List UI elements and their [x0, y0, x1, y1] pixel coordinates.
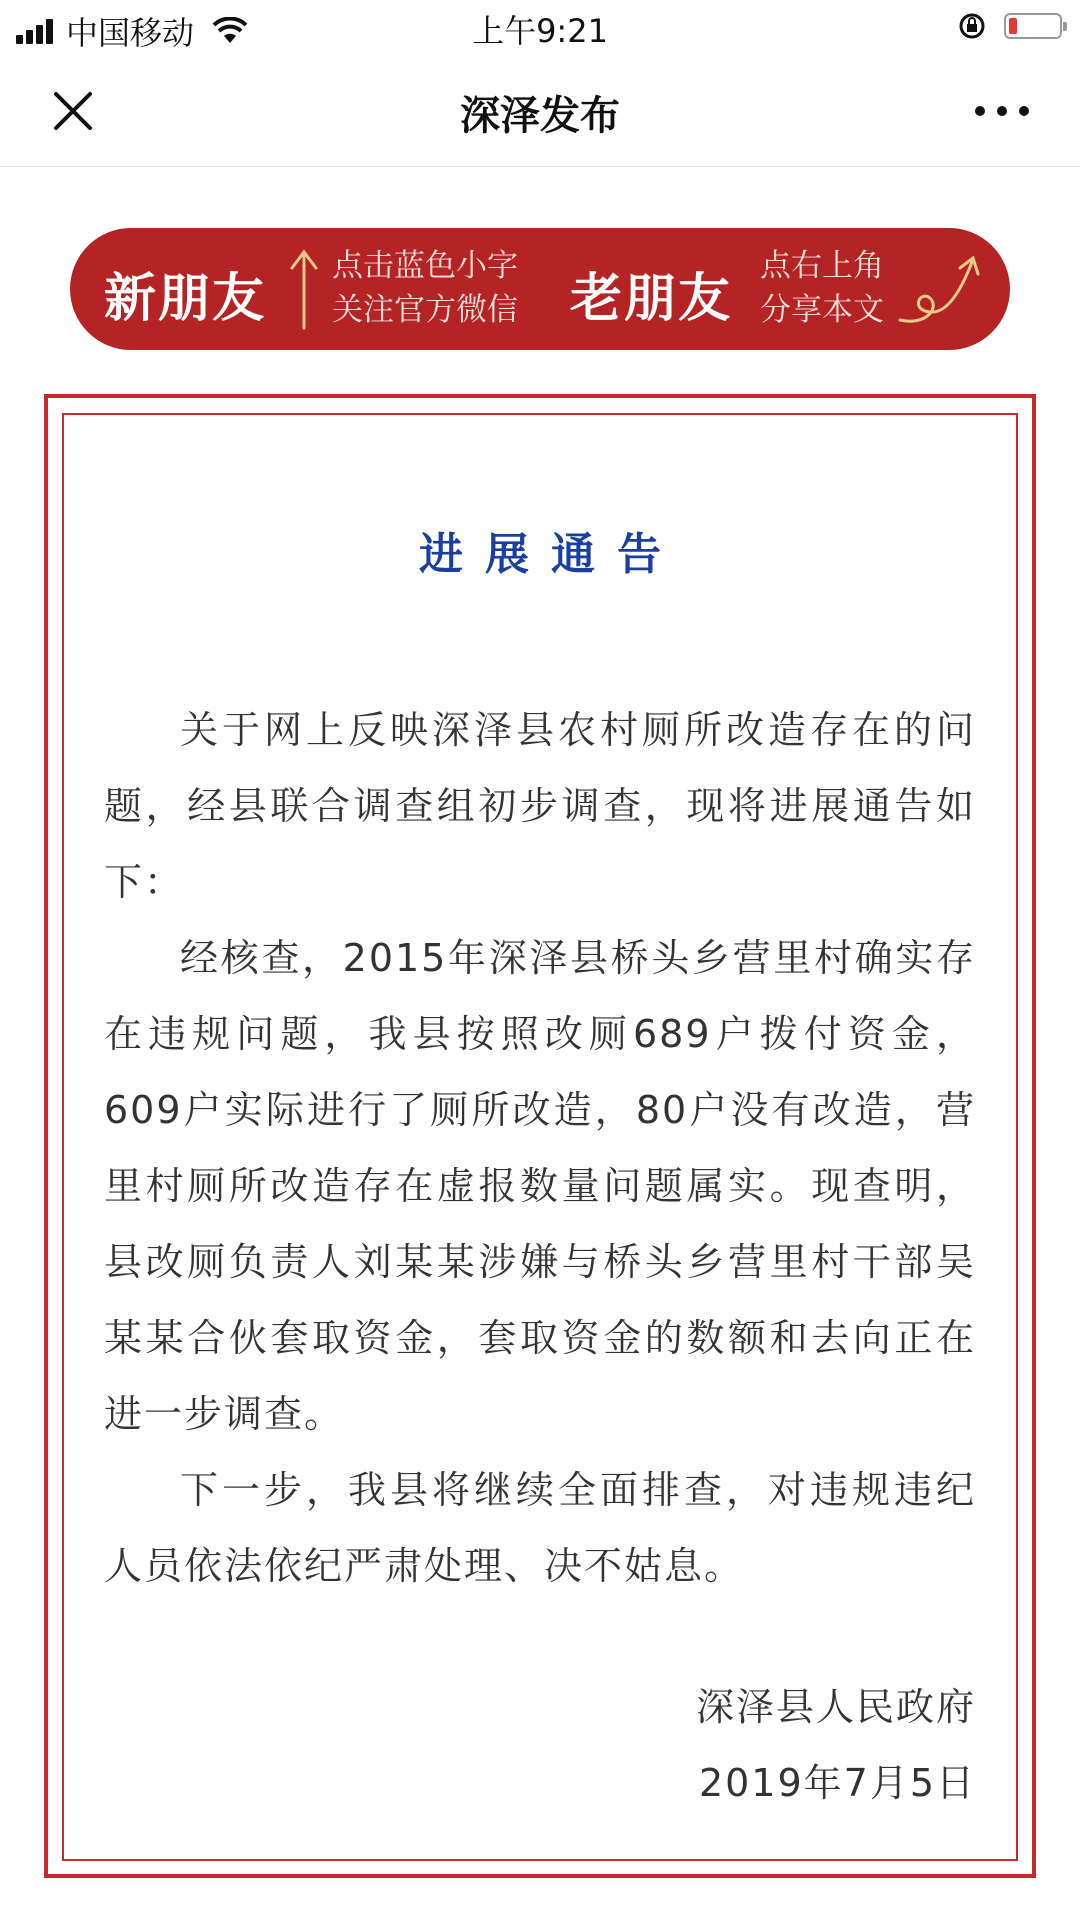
nav-bar [0, 56, 1080, 167]
arrow-up-icon [284, 246, 324, 332]
status-right [958, 12, 1062, 40]
status-time: 上午9:21 [472, 12, 608, 50]
battery-level [1009, 18, 1017, 34]
paragraph-1: 关于网上反映深泽县农村厕所改造存在的问题，经县联合调查组初步调查，现将进展通告如下： [104, 708, 976, 904]
sign-date: 2019年7月5日 [698, 1761, 976, 1805]
banner-old-line2: 分享本文 [760, 292, 884, 328]
banner-new-line2: 关注官方微信 [332, 292, 518, 328]
follow-banner[interactable] [70, 228, 1010, 350]
rotation-lock-icon [958, 12, 986, 40]
banner-old-line1: 点右上角 [760, 248, 884, 284]
share-arrow-icon [896, 248, 986, 334]
banner-new-line1: 点击蓝色小字 [332, 248, 518, 284]
banner-old-friend: 老朋友 [570, 269, 733, 329]
notice-title: 进展通告 [419, 529, 683, 580]
banner-new-hint [332, 244, 518, 332]
signer: 深泽县人民政府 [695, 1685, 976, 1729]
banner-old-hint [760, 244, 884, 332]
more-options-button[interactable] [972, 96, 1032, 126]
page-title: 深泽发布 [460, 93, 620, 139]
status-bar [0, 0, 1080, 56]
battery-icon [1004, 13, 1062, 39]
banner-new-friend: 新朋友 [104, 269, 267, 329]
paragraph-3: 下一步，我县将继续全面排查，对违规违纪人员依法依纪严肃处理、决不姑息。 [104, 1468, 976, 1588]
carrier-label: 中国移动 [66, 14, 195, 52]
notice-body [104, 692, 976, 1604]
paragraph-2: 经核查，2015年深泽县桥头乡营里村确实存在违规问题，我县按照改厕689户拨付资金，609户实际进行了厕所改造，80户没有改造，营里村厕所改造存在虚报数量问题属实。现查明，县改厕负责人刘某某涉嫌与桥头乡营里村干部吴某某合伙套取资金，套取资金的数额和去向正在进一步调查。 [104, 936, 976, 1436]
